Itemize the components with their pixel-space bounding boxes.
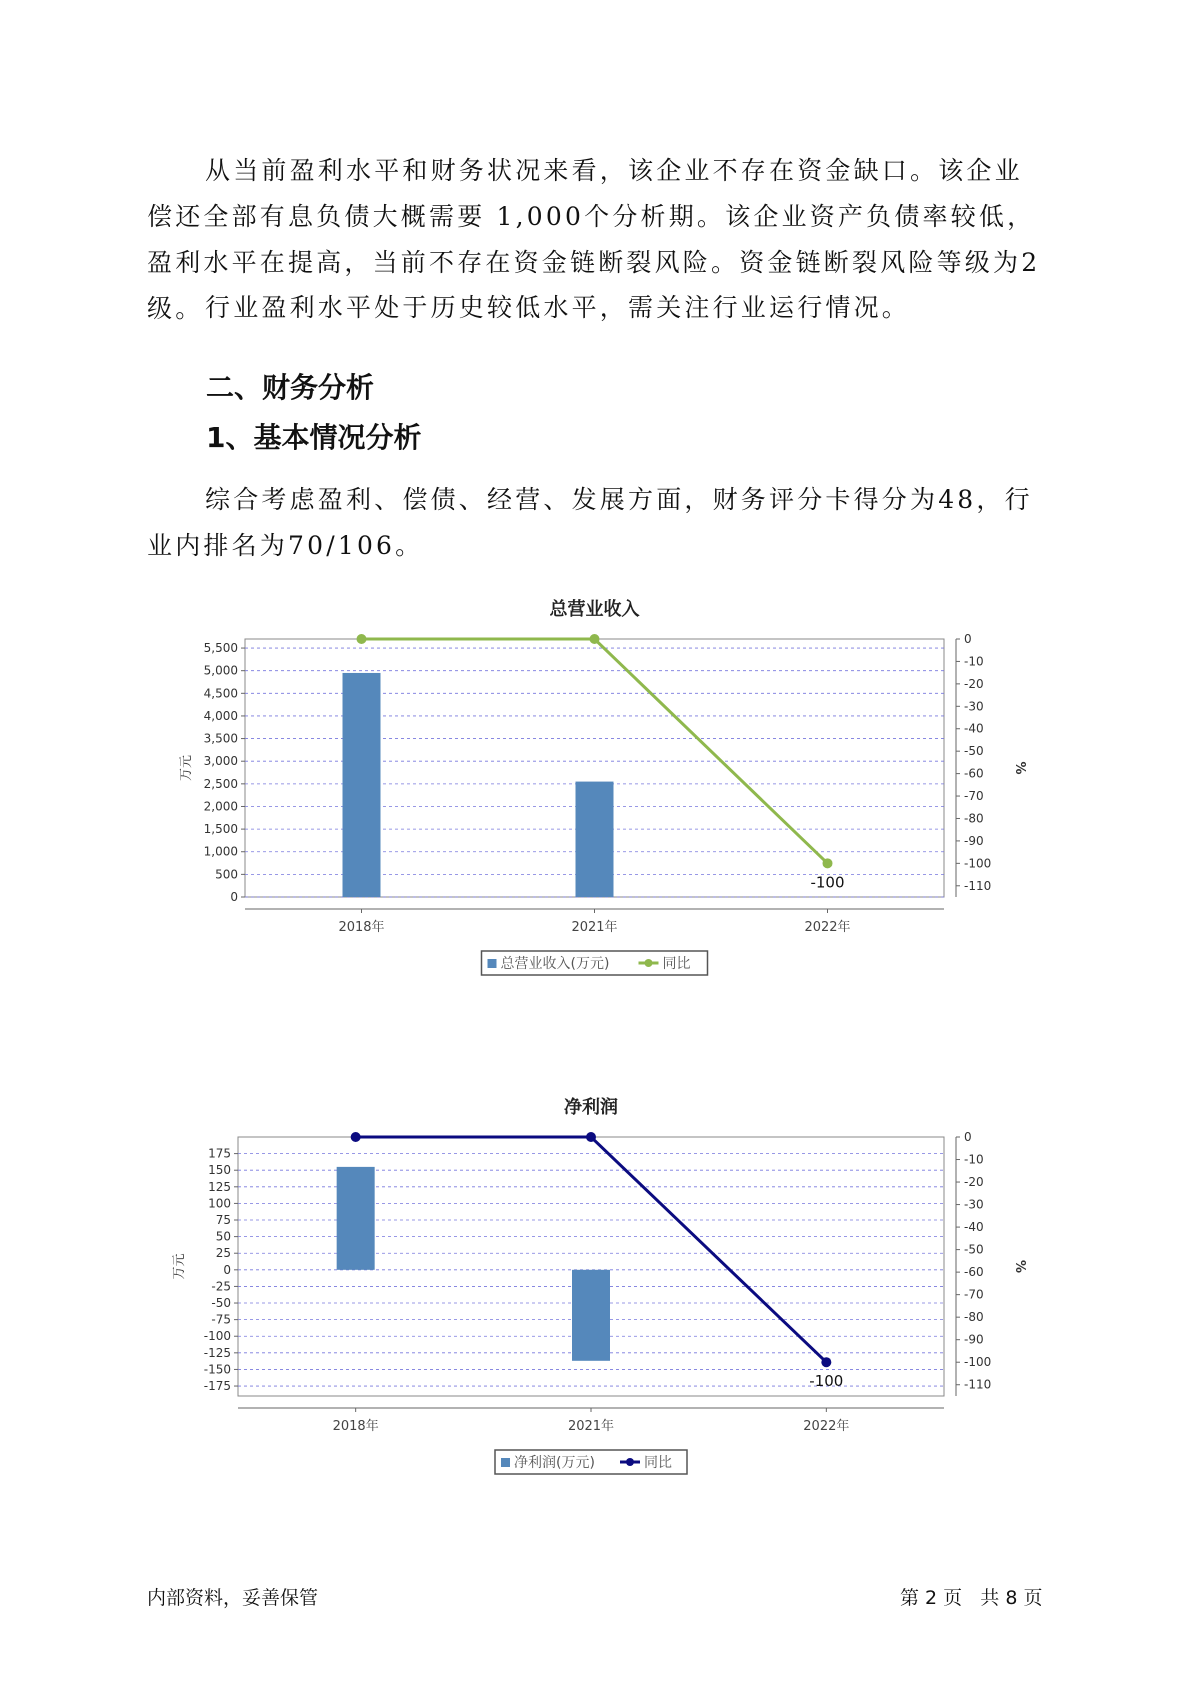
y2-tick-label: -100 bbox=[964, 856, 992, 871]
legend-bar-label: 总营业收入(万元) bbox=[500, 956, 610, 972]
y2-tick-label: -70 bbox=[964, 789, 984, 804]
bar bbox=[343, 673, 381, 897]
y2-tick-label: -110 bbox=[964, 878, 992, 893]
y2-tick-label: -30 bbox=[964, 1197, 984, 1212]
legend-line-label: 同比 bbox=[644, 1455, 672, 1471]
legend-bar-swatch bbox=[501, 1458, 510, 1467]
y-tick-label: 150 bbox=[208, 1163, 231, 1178]
legend-bar-swatch bbox=[488, 959, 497, 968]
line-point bbox=[586, 1132, 596, 1142]
y-tick-label: 5,000 bbox=[203, 663, 238, 678]
y2-tick-label: -60 bbox=[964, 1265, 984, 1280]
y-tick-label: 1,000 bbox=[203, 844, 238, 859]
y2-tick-label: -90 bbox=[964, 833, 984, 848]
footer-confidential-note: 内部资料，妥善保管 bbox=[147, 1587, 319, 1609]
y-tick-label: 2,500 bbox=[203, 776, 238, 791]
y2-tick-label: -40 bbox=[964, 1220, 984, 1235]
x-tick-label: 2021年 bbox=[571, 920, 618, 935]
legend-line-label: 同比 bbox=[662, 956, 691, 972]
y-tick-label: -150 bbox=[203, 1362, 231, 1377]
y2-tick-label: -70 bbox=[964, 1287, 984, 1302]
y2-tick-label: -50 bbox=[964, 744, 984, 759]
data-label: -100 bbox=[809, 1372, 844, 1391]
y2-tick-label: 0 bbox=[964, 632, 972, 646]
y2-tick-label: -10 bbox=[964, 1152, 984, 1167]
y-tick-label: 3,000 bbox=[203, 754, 238, 769]
y-tick-label: 0 bbox=[223, 1262, 231, 1277]
footer-page-number: 第 2 页 共 8 页 bbox=[900, 1587, 1043, 1609]
y-tick-label: 175 bbox=[208, 1146, 231, 1161]
paragraph-capital-risk: 从当前盈利水平和财务状况来看，该企业不存在资金缺口。该企业偿还全部有息负债大概需要 1,000个分析期。该企业资产负债率较低，盈利水平在提高，当前不存在资金链断裂风险。资金链断裂风险等级为2级。 bbox=[147, 156, 1041, 323]
y-tick-label: -25 bbox=[211, 1279, 231, 1294]
paragraph-industry-profit: 行业盈利水平处于历史较低水平，需关注行业运行情况。 bbox=[205, 293, 911, 322]
legend-line-marker bbox=[645, 959, 653, 967]
y-tick-label: 500 bbox=[215, 867, 238, 882]
y-tick-label: 75 bbox=[215, 1213, 231, 1228]
y-axis-label: 万元 bbox=[179, 754, 194, 782]
line-point bbox=[823, 858, 833, 868]
line-point bbox=[357, 634, 367, 644]
x-tick-label: 2022年 bbox=[803, 1419, 850, 1434]
y2-tick-label: -20 bbox=[964, 676, 984, 691]
y2-tick-label: -60 bbox=[964, 766, 984, 781]
legend bbox=[482, 951, 708, 975]
y2-tick-label: -100 bbox=[964, 1355, 992, 1370]
line-point bbox=[590, 634, 600, 644]
y-tick-label: 125 bbox=[208, 1179, 231, 1194]
y2-tick-label: -80 bbox=[964, 811, 984, 826]
y-tick-label: 4,000 bbox=[203, 708, 238, 723]
y2-axis-label: % bbox=[1012, 761, 1027, 775]
y-axis-label: 万元 bbox=[172, 1253, 187, 1280]
legend bbox=[495, 1450, 687, 1474]
section-heading-financial-analysis: 二、财务分析 bbox=[206, 371, 375, 404]
y2-tick-label: 0 bbox=[964, 1130, 972, 1144]
subsection-heading-basic-analysis: 1、基本情况分析 bbox=[206, 421, 422, 454]
x-tick-label: 2018年 bbox=[332, 1419, 379, 1434]
legend-bar-label: 净利润(万元) bbox=[514, 1455, 595, 1471]
chart-title: 总营业收入 bbox=[549, 599, 640, 620]
y2-tick-label: -20 bbox=[964, 1175, 984, 1190]
x-tick-label: 2021年 bbox=[567, 1419, 615, 1434]
x-tick-label: 2018年 bbox=[338, 920, 385, 935]
y-tick-label: -125 bbox=[203, 1345, 231, 1360]
revenue-chart bbox=[0, 590, 1191, 1050]
y2-tick-label: -30 bbox=[964, 699, 984, 714]
y2-axis-label: % bbox=[1012, 1259, 1027, 1274]
y-tick-label: 3,500 bbox=[203, 731, 238, 746]
y-tick-label: -100 bbox=[203, 1329, 231, 1344]
y-tick-label: 4,500 bbox=[203, 686, 238, 701]
y-tick-label: 50 bbox=[215, 1229, 231, 1244]
bar bbox=[572, 1270, 610, 1361]
y-tick-label: 2,000 bbox=[203, 799, 238, 814]
line-point bbox=[821, 1357, 831, 1367]
chart-title: 净利润 bbox=[564, 1097, 618, 1118]
x-tick-label: 2022年 bbox=[804, 920, 851, 935]
y2-tick-label: -50 bbox=[964, 1242, 984, 1257]
y-tick-label: 0 bbox=[230, 890, 238, 904]
y-tick-label: 25 bbox=[215, 1246, 231, 1261]
y-tick-label: -50 bbox=[211, 1296, 231, 1311]
y2-tick-label: -110 bbox=[964, 1377, 992, 1392]
legend-line-marker bbox=[626, 1458, 634, 1466]
y2-tick-label: -10 bbox=[964, 654, 984, 669]
net-profit-chart bbox=[0, 1090, 1191, 1550]
line-point bbox=[351, 1132, 361, 1142]
paragraph-scorecard: 综合考虑盈利、偿债、经营、发展方面，财务评分卡得分为48，行业内排名为70/106。 bbox=[147, 485, 1033, 560]
y-tick-label: -75 bbox=[211, 1312, 231, 1327]
y2-tick-label: -90 bbox=[964, 1332, 984, 1347]
y-tick-label: 1,500 bbox=[203, 822, 238, 837]
y-tick-label: -175 bbox=[203, 1379, 231, 1394]
y-tick-label: 5,500 bbox=[203, 641, 238, 656]
y2-tick-label: -40 bbox=[964, 721, 984, 736]
bar bbox=[337, 1167, 375, 1270]
y-tick-label: 100 bbox=[208, 1196, 231, 1211]
y2-tick-label: -80 bbox=[964, 1310, 984, 1325]
data-label: -100 bbox=[810, 873, 845, 892]
bar bbox=[576, 782, 614, 897]
